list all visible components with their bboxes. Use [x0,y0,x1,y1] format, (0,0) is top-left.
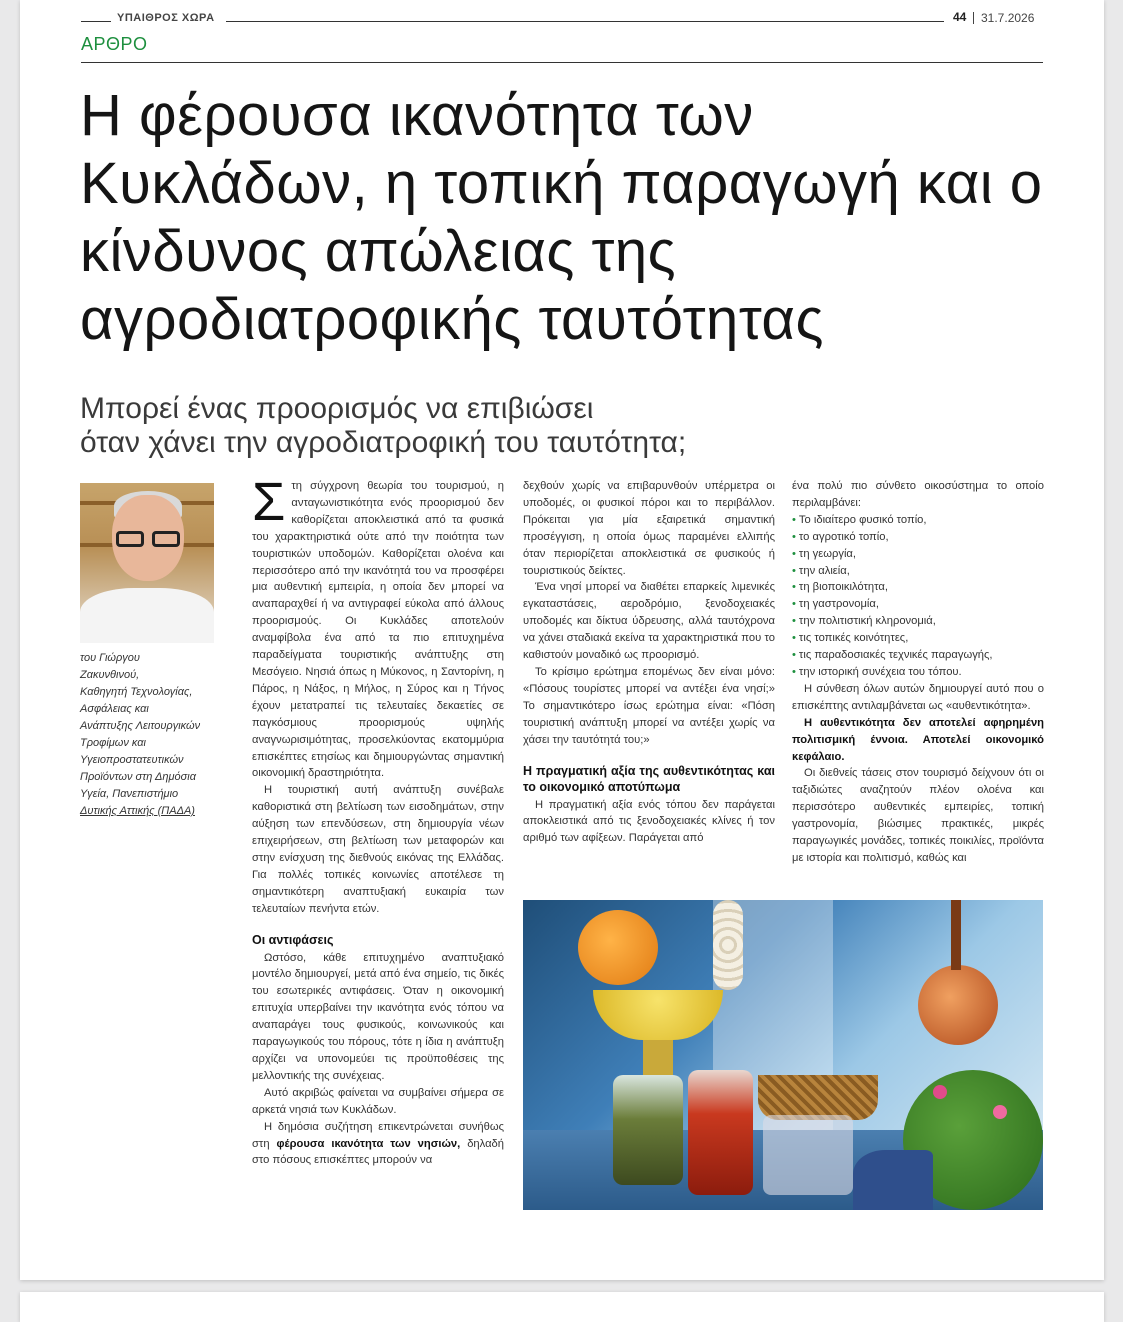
header-bottom-rule [81,62,1043,63]
page-number: 44 [953,10,967,24]
glass-jar [763,1115,853,1195]
paragraph: Η πραγματική αξία ενός τόπου δεν παράγεται αποκλειστικά από τις ξενοδοχειακές κλίνες ή τον αριθμό των αφίξεων. Παράγεται από [523,798,775,845]
bowl-stand [643,1040,673,1080]
author-photo [80,483,214,643]
article-column-3 [792,478,1044,888]
article-column-1 [252,478,504,1218]
paragraph: ένα πολύ πιο σύνθετο οικοσύστημα το οποίο περιλαμβάνει: [792,480,1044,509]
section-label: ΑΡΘΡΟ [81,34,148,54]
list-item: • την ιστορική συνέχεια του τόπου. [792,665,962,678]
subheading: Οι αντιφάσεις [252,932,334,947]
pan-handle [951,900,961,970]
list-item: • τις τοπικές κοινότητες, [792,632,909,645]
article-subtitle [80,392,880,460]
copper-pan [918,965,998,1045]
subheading: Η πραγματική αξία της αυθεντικότητας και το οικονομικό αποτύπωμα [523,763,775,794]
list-item: • τη βιοποικιλότητα, [792,581,888,594]
publication-name: ΥΠΑΙΘΡΟΣ ΧΩΡΑ [117,12,215,24]
jar-capers [613,1075,683,1185]
paragraph: δεχθούν χωρίς να επιβαρυνθούν υπέρμετρα οι υποδομές, οι φυσικοί πόροι και το περιβάλλον. Πρόκειται για μία εξαιρετικά σημαντική προσέγγιση, η οποία όμως παραμένει ελλιπής όταν περιορίζεται αποκλειστικά σε φυσικούς ή τουριστικούς δείκτες. [523,480,775,577]
list-item: • το αγροτικό τοπίο, [792,530,889,543]
author-byline: του Γιώργου Ζακυνθινού, Καθηγητή Τεχνολογίας, Ασφάλειας και Ανάπτυξης Λειτουργικών Τροφίμων και Υγειοπροστατευτικών Προϊόντων στη Δημόσια Υγεία, Πανεπιστήμιο Δυτικής Αττικής (ΠΑΔΑ) [80,652,201,817]
page-header [81,6,1043,64]
paragraph: Ένα νησί μπορεί να διαθέτει επαρκείς λιμενικές εγκαταστάσεις, αεροδρόμιο, ξενοδοχειακές υποδομές και δίκτυα ύδρευσης, αλλά ταυτόχρονα να χάνει σταδιακά εκείνα τα χαρακτηριστικά που το καθιστούν μοναδικό ως προορισμό. [523,581,775,662]
list-item: • την αλιεία, [792,564,850,577]
author-shirt [80,588,214,643]
subtitle-line-2: όταν χάνει την αγροδιατροφική του ταυτότητα; [80,426,687,459]
paragraph: Η τουριστική αυτή ανάπτυξη συνέβαλε καθοριστικά στη βελτίωση των εισοδημάτων, στην αύξηση των επενδύσεων, στη δημιουργία νέων επιχειρήσεων, στη βελτίωση των μεταφορών και στην ενίσχυση της διεθνούς εικόνας της Ελλάδας. Για πολλές τοπικές κοινωνίες αποτέλεσε τη σημαντικότερη αναπτυξιακή ευκαιρία των τελευταίων πενήντα ετών. [252,784,504,915]
paragraph: Στη σύγχρονη θεωρία του τουρισμού, η ανταγωνιστικότητα ενός προορισμού δεν καθορίζεται αποκλειστικά από τα φυσικά του χαρακτηριστικά ούτε από την ποιότητα των τουριστικών υποδομών. Καθορίζεται ολοένα και περισσότερο από την ικανότητά του να προσφέρει μια αυθεντική εμπειρία, η οποία δεν μπορεί να αναπαραχθεί ή να αντιγραφεί εύκολα από άλλους προορισμούς. Οι Κυκλάδες αποτελούν αναμφίβολα ένα από τα πιο επιτυχημένα παραδείγματα τουριστικής ανάπτυξης στη Μεσόγειο. Νησιά όπως η Μύκονος, η Σαντορίνη, η Πάρος, η Νάξος, η Μήλος, η Σύρος και η Τήνος έχουν μετατραπεί τις τελευταίες δεκαετίες σε παγκόσμιους προορισμούς υψηλής αναγνωρισιμότητας, προσελκύοντας εκατομμύρια επισκέπτες ετησίως και δημιουργώντας σημαντική οικονομική δραστηριότητα. [252,478,504,780]
header-rule-left [81,21,111,22]
drop-cap: Σ [252,478,286,532]
list-item: • τη γεωργία, [792,547,857,560]
list-item: • τις παραδοσιακές τεχνικές παραγωγής, [792,649,993,662]
article-title: Η φέρουσα ικανότητα των Κυκλάδων, η τοπική παραγωγή και ο κίνδυνος απώλειας της αγροδιατροφικής ταυτότητας [80,83,1043,352]
subtitle-line-1: Μπορεί ένας προορισμός να επιβιώσει [80,392,594,425]
flowers [933,1085,947,1099]
basket [758,1075,878,1120]
flowers [993,1105,1007,1119]
list-item: • Το ιδιαίτερο φυσικό τοπίο, [792,513,927,526]
next-page-edge [20,1292,1104,1322]
pumpkin [578,910,658,985]
issue-date: 31.7.2026 [981,11,1035,25]
article-photo-local-produce [523,900,1043,1210]
article-column-2 [523,478,775,888]
paragraph: Οι διεθνείς τάσεις στον τουρισμό δείχνουν ότι οι ταξιδιώτες αναζητούν πλέον ολοένα και περισσότερο αυθεντικές εμπειρίες, τοπική γαστρονομία, βιώσιμες πρακτικές, μικρές παραγωγικές μονάδες, τοπικές ποικιλίες, προϊόντα με ιστορία και πολιτισμό, καθώς και [792,767,1044,864]
paragraph: Αυτό ακριβώς φαίνεται να συμβαίνει σήμερα σε αρκετά νησιά των Κυκλάδων. [252,1086,504,1116]
emphasis-paragraph: Η αυθεντικότητα δεν αποτελεί αφηρημένη πολιτισμική έννοια. Αποτελεί οικονομικό κεφάλαιο. [792,716,1044,763]
bullet-list [792,512,1044,681]
jar-peppers [688,1070,753,1195]
paragraph: Ωστόσο, κάθε επιτυχημένο αναπτυξιακό μοντέλο δημιουργεί, μετά από ένα σημείο, τις δικές του εσωτερικές αντιφάσεις. Όταν η οικονομική επιτυχία υπερβαίνει την ικανότητα ενός τόπου να αναπαράγει τους φυσικούς, κοινωνικούς και παραγωγικούς του πόρους, τότε η ίδια η ανάπτυξη αρχίζει να υπονομεύει τις προϋποθέσεις της μελλοντικής της συνέχειας. [252,951,504,1082]
header-rule-right [226,21,944,22]
list-item: • την πολιτιστική κληρονομιά, [792,615,936,628]
header-separator [973,12,974,24]
list-item: • τη γαστρονομία, [792,598,879,611]
paragraph: Η σύνθεση όλων αυτών δημιουργεί αυτό που ο επισκέπτης αντιλαμβάνεται ως «αυθεντικότητα». [792,682,1044,712]
paragraph: Το κρίσιμο ερώτημα επομένως δεν είναι μόνο: «Πόσους τουρίστες μπορεί να αντέξει ένα νησί;» Το σημαντικότερο ίσως ερώτημα είναι: «Πόση τουριστική ανάπτυξη μπορεί να αντέξει χωρίς να χάσει την ταυτότητά του;» [523,665,775,746]
author-glasses [114,531,182,547]
newspaper-page [20,0,1104,1280]
paragraph: Η δημόσια συζήτηση επικεντρώνεται συνήθως στη φέρουσα ικανότητα των νησιών, δηλαδή στο πόσους επισκέπτες μπορούν να [252,1120,504,1167]
fruit-bowl [593,990,723,1040]
cloth [853,1150,933,1210]
garlic-braid [713,900,743,990]
